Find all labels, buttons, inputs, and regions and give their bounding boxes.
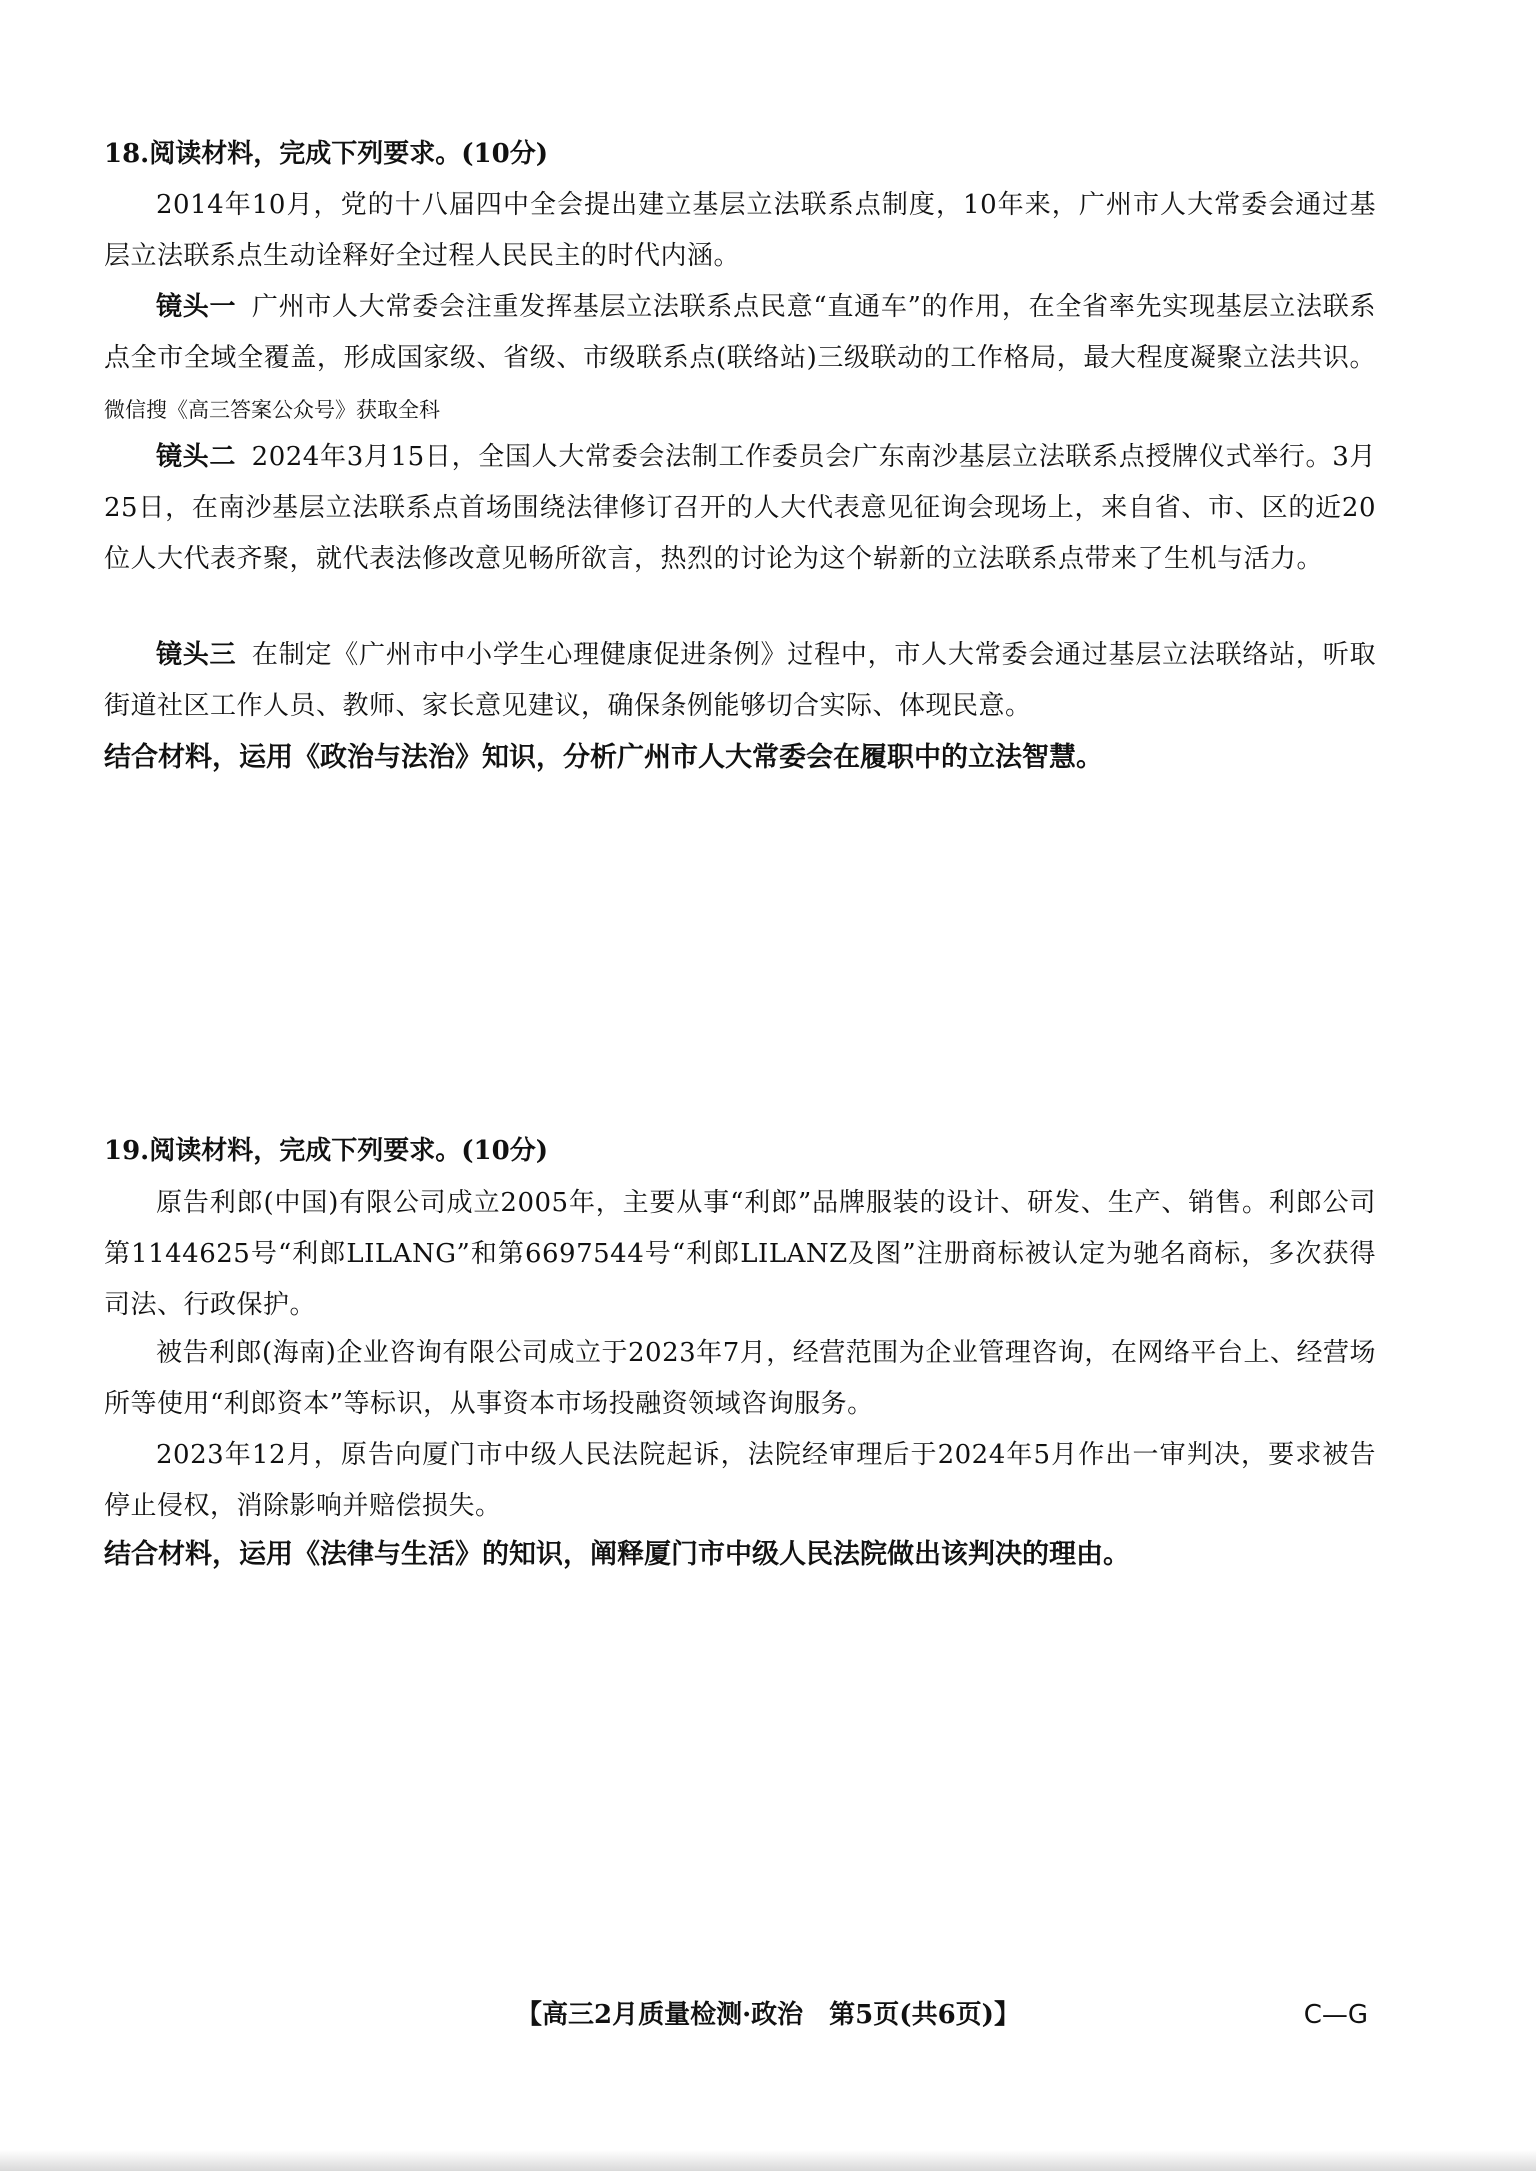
q18-shot2-lead: 镜头二 [156, 442, 237, 472]
q18-shot1-text: 广州市人大常委会注重发挥基层立法联系点民意“直通车”的作用，在全省率先实现基层立法联系点全市全域全覆盖，形成国家级、省级、市级联系点(联络站)三级联动的工作格局，最大程度凝聚立法共识。 [104, 292, 1376, 373]
q18-intro-paragraph: 2014年10月，党的十八届四中全会提出建立基层立法联系点制度，10年来，广州市人大常委会通过基层立法联系点生动诠释好全过程人民民主的时代内涵。 [104, 190, 1376, 271]
q18-shot2-text: 2024年3月15日，全国人大常委会法制工作委员会广东南沙基层立法联系点授牌仪式举行。3月25日，在南沙基层立法联系点首场围绕法律修订召开的人大代表意见征询会现场上，来自省、市、区的近20位人大代表齐聚，就代表法修改意见畅所欲言，热烈的讨论为这个崭新的立法联系点带来了生机与活力。 [104, 442, 1376, 574]
q19-judgment-paragraph: 2023年12月，原告向厦门市中级人民法院起诉，法院经审理后于2024年5月作出一审判决，要求被告停止侵权，消除影响并赔偿损失。 [104, 1440, 1376, 1521]
question-19-title: 19.阅读材料，完成下列要求。(10分) [104, 1136, 549, 1166]
footer-page-info: 【高三2月质量检测·政治 第5页(共6页)】 [516, 2000, 1020, 2030]
q18-task: 结合材料，运用《政治与法治》知识，分析广州市人大常委会在履职中的立法智慧。 [104, 742, 1103, 773]
q19-defendant-paragraph: 被告利郎(海南)企业咨询有限公司成立于2023年7月，经营范围为企业管理咨询，在网络平台上、经营场所等使用“利郎资本”等标识，从事资本市场投融资领域咨询服务。 [104, 1338, 1376, 1419]
footer-paper-code: C—G [1303, 2000, 1368, 2030]
q18-shot2-paragraph [104, 432, 1376, 585]
scan-bottom-edge [0, 2150, 1536, 2171]
q18-shot1-lead: 镜头一 [156, 292, 237, 322]
q18-shot1-paragraph [104, 282, 1376, 436]
q18-shot3-lead: 镜头三 [156, 640, 237, 670]
q18-shot3-paragraph [104, 630, 1376, 732]
q18-shot3-text: 在制定《广州市中小学生心理健康促进条例》过程中，市人大常委会通过基层立法联络站，听取街道社区工作人员、教师、家长意见建议，确保条例能够切合实际、体现民意。 [104, 640, 1376, 721]
question-18-title: 18.阅读材料，完成下列要求。(10分) [104, 139, 549, 169]
q19-plaintiff-paragraph: 原告利郎(中国)有限公司成立2005年，主要从事“利郎”品牌服装的设计、研发、生产、销售。利郎公司第1144625号“利郎LILANG”和第6697544号“利郎LILANZ及图”注册商标被认定为驰名商标，多次获得司法、行政保护。 [104, 1188, 1376, 1320]
watermark-text: 微信搜《高三答案公众号》获取全科 [104, 398, 440, 422]
q19-task: 结合材料，运用《法律与生活》的知识，阐释厦门市中级人民法院做出该判决的理由。 [104, 1539, 1130, 1570]
